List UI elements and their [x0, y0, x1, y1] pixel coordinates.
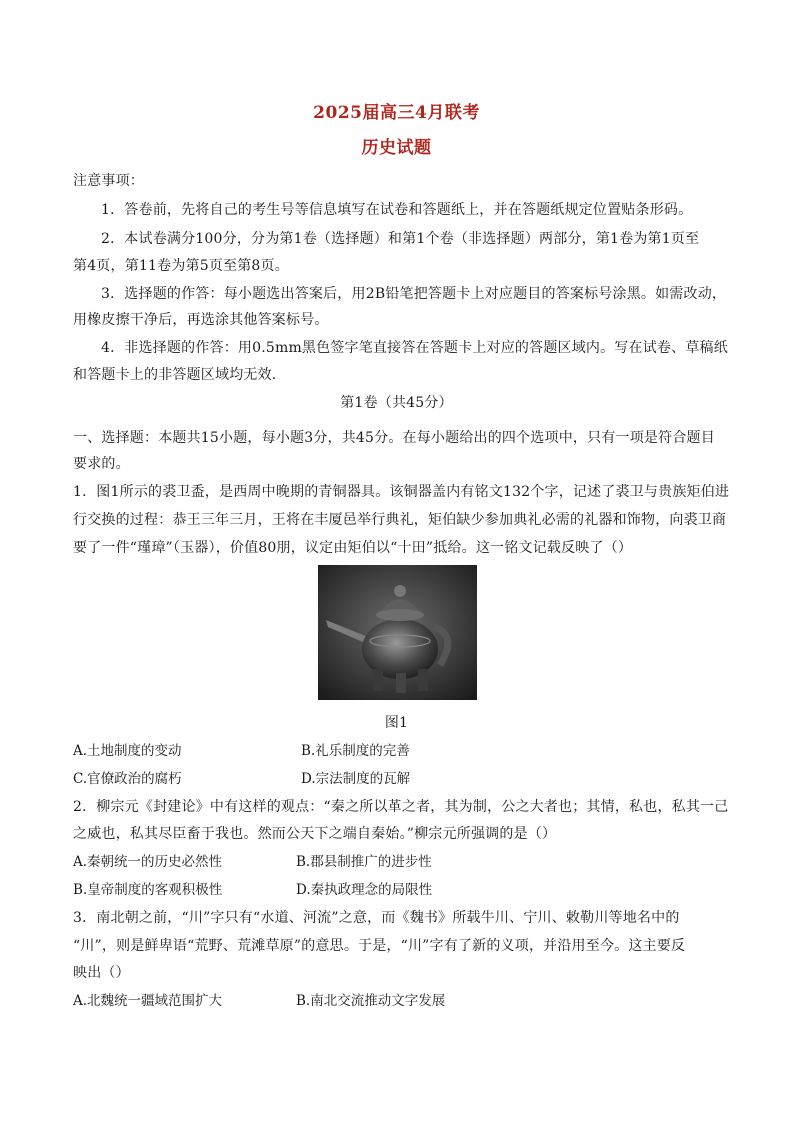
notice-item-4: 4．非选择题的作答：用0.5mm黑色签字笔直接答在答题卡上对应的答题区域内。写在试卷、草稿纸	[101, 340, 728, 356]
question-1-stem-cont: 行交换的过程：恭王三年三月，王将在丰厦邑举行典礼，矩伯缺少参加典礼必需的礼器和饰物，向裘卫商	[73, 512, 727, 528]
notice-item-4-cont: 和答题卡上的非答题区域均无效.	[73, 367, 277, 383]
notice-heading: 注意事项：	[73, 173, 144, 189]
question-3-option-b[interactable]: B.南北交流推动文字发展	[296, 993, 446, 1009]
question-1-option-d[interactable]: D.宗法制度的瓦解	[301, 771, 411, 787]
notice-item-3: 3．选择题的作答：每小题选出答案后，用2B铅笔把答题卡上对应题目的答案标号涂黑。如需改动，	[101, 286, 727, 302]
section-intro-cont: 要求的。	[73, 456, 130, 472]
question-2-option-c[interactable]: B.皇帝制度的客观积极性	[73, 882, 223, 898]
question-2-stem: 2．柳宗元《封建论》中有这样的观点：“秦之所以革之者，其为制，公之大者也；其情，私也，私其一己	[73, 799, 729, 815]
notice-item-3-cont: 用橡皮擦干净后，再选涂其他答案标号。	[73, 312, 329, 328]
question-3-stem-cont: 映出（）	[73, 965, 130, 981]
section-intro: 一、选择题：本题共15小题，每小题3分，共45分。在每小题给出的四个选项中，只有一项是符合题目	[73, 430, 715, 446]
question-2-stem-cont: 之威也，私其尽臣畜于我也。然而公天下之端自秦始。”柳宗元所强调的是（）	[73, 826, 557, 842]
question-1-option-b[interactable]: B.礼乐制度的完善	[301, 743, 410, 759]
question-1-option-a[interactable]: A.土地制度的变动	[73, 743, 182, 759]
question-2-option-b[interactable]: B.郡县制推广的进步性	[296, 854, 432, 870]
question-1-option-c[interactable]: C.官僚政治的腐朽	[73, 771, 182, 787]
question-3-option-a[interactable]: A.北魏统一疆域范围扩大	[73, 993, 223, 1009]
notice-item-2: 2．本试卷满分100分，分为第1卷（选择题）和第1个卷（非选择题）两部分，第1卷为第1页至	[101, 231, 700, 247]
question-1-stem-cont: 要了一件“瑾璋”（玉器），价值80朋，议定由矩伯以“十田”抵给。这一铭文记载反映了（）	[73, 540, 633, 556]
section-title: 第1卷（共45分）	[340, 395, 453, 411]
bronze-vessel-image	[318, 565, 477, 700]
exam-subtitle: 历史试题	[361, 138, 432, 158]
figure-caption: 图1	[384, 715, 409, 731]
notice-item-2-cont: 第4页，第11卷为第5页至第8页。	[73, 258, 289, 274]
question-2-option-a[interactable]: A.秦朝统一的历史必然性	[73, 854, 223, 870]
question-3-stem-cont: “川”，则是鲜卑语“荒野、荒滩草原”的意思。于是，“川”字有了新的义项，并沿用至今。这主要反	[73, 938, 686, 954]
notice-item-1: 1．答卷前，先将自己的考生号等信息填写在试卷和答题纸上，并在答题纸规定位置贴条形码。	[101, 202, 693, 218]
question-1-stem: 1．图1所示的裘卫盉，是西周中晚期的青铜器具。该铜器盖内有铭文132个字，记述了裘卫与贵族矩伯进	[73, 484, 730, 500]
exam-title: 2025届高三4月联考	[313, 103, 480, 123]
question-2-option-d[interactable]: D.秦执政理念的局限性	[296, 882, 433, 898]
question-3-stem: 3．南北朝之前，“川”字只有“水道、河流”之意，而《魏书》所载牛川、宁川、敕勒川等地名中的	[73, 910, 680, 926]
